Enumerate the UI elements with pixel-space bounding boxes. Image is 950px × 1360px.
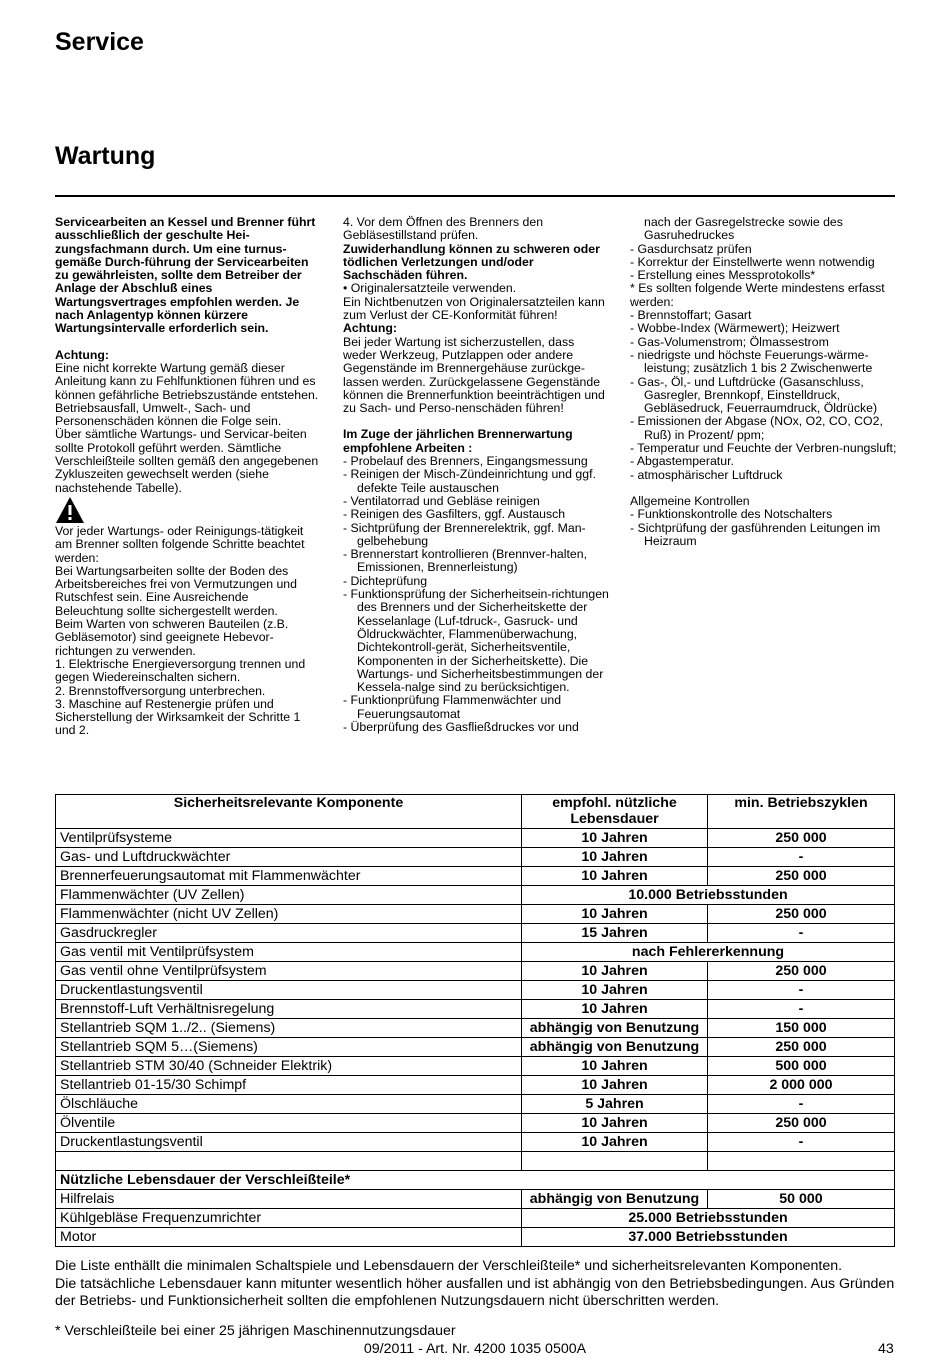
table-row — [56, 1076, 895, 1095]
component-cell: Stellantrieb 01-15/30 Schimpf — [56, 1076, 522, 1095]
lifetime-cell: 10 Jahren — [522, 905, 708, 924]
empty-cell — [56, 1152, 522, 1171]
table-row — [56, 867, 895, 886]
list-item: - Erstellung eines Messprotokolls* — [630, 268, 816, 283]
list-item: - Probelauf des Brenners, Eingangsmessung — [343, 454, 588, 469]
document-info: 09/2011 - Art. Nr. 4200 1035 0500A — [363, 1341, 587, 1357]
table-row — [56, 943, 895, 962]
list-item: - Funktionprüfung Flammenwächter und Feuerungsautomat — [343, 693, 562, 721]
list-item: - Sichtprüfung der gasführenden Leitungen im Heizraum — [630, 520, 881, 548]
component-cell: Kühlgebläse Frequenzumrichter — [56, 1209, 522, 1228]
table-header-row — [56, 795, 895, 829]
list-item: - Gasdurchsatz prüfen — [630, 241, 752, 256]
table-row — [56, 1209, 895, 1228]
table-row — [56, 905, 895, 924]
lifetime-cell: abhängig von Benutzung — [522, 1019, 708, 1038]
intro-text: Servicearbeiten an Kessel und Brenner führt ausschließlich der geschulte Hei-zungsfachmann durch. Um eine turnus-gemäße Durch-führung der Servicearbeiten zu gewährleisten, sollte dem Betreiber der Anlage der Abschluß eines Wartungsvertrages empfohlen werden. Je nach Anlagentyp können kürzere Wartungsintervalle erforderlich sein. — [55, 215, 316, 336]
table-row — [56, 1095, 895, 1114]
page-title: Wartung — [55, 142, 156, 170]
table-row — [56, 848, 895, 867]
paragraph: Bei Wartungsarbeiten sollte der Boden des Arbeitsbereiches frei von Vermutzungen und Rutschfest sein. Eine Ausreichende Beleuchtung sollte sichergestellt werden. — [55, 563, 297, 618]
column-header: Sicherheitsrelevante Komponente — [56, 795, 522, 829]
table-row — [56, 1190, 895, 1209]
lifetime-cell: 10 Jahren — [522, 1076, 708, 1095]
footnote: * Verschleißteile bei einer 25 jährigen Maschinennutzungsdauer — [55, 1323, 456, 1339]
component-cell: Flammenwächter (UV Zellen) — [56, 886, 522, 905]
list-item: - Korrektur der Einstellwerte wenn notwendig — [630, 254, 875, 269]
cycles-cell: - — [708, 981, 895, 1000]
components-table — [55, 794, 895, 1247]
paragraph: Beim Warten von schweren Bauteilen (z.B. Gebläsemotor) sind geeignete Hebevor-richtungen zu verwenden. — [55, 617, 289, 658]
cycles-cell: 250 000 — [708, 1038, 895, 1057]
cycles-cell: 250 000 — [708, 1114, 895, 1133]
paragraph: Eine nicht korrekte Wartung gemäß dieser Anleitung kann zu Fehlfunktionen führen und es können gefährliche Betriebszustände entstehen. Betriebsausfall, Umwelt-, Sach- und Personenschäden können die Folge sein. — [55, 360, 319, 429]
list-item: - Ventilatorrad und Gebläse reinigen — [343, 493, 540, 508]
list-item: - Überprüfung des Gasfließdruckes vor und — [343, 719, 579, 734]
paragraph: 4. Vor dem Öffnen des Brenners den Gebläsestillstand prüfen. — [343, 215, 544, 243]
maintenance-heading: Im Zuge der jährlichen Brennerwartung empfohlene Arbeiten : — [343, 427, 573, 455]
cycles-cell: 150 000 — [708, 1019, 895, 1038]
page-number: 43 — [878, 1341, 894, 1357]
list-item: - niedrigste und höchste Feuerungs-wärme-leistung; zusätzlich 1 bis 2 Zwischenwerte — [630, 347, 873, 376]
column-1 — [55, 216, 320, 738]
section-row — [56, 1171, 895, 1190]
list-item: - Abgastemperatur. — [630, 454, 734, 469]
table-row — [56, 1038, 895, 1057]
component-cell: Gasdruckregler — [56, 924, 522, 943]
paragraph: 2. Brennstoffversorgung unterbrechen. — [55, 683, 266, 698]
cycles-cell: - — [708, 924, 895, 943]
list-item: - Dichteprüfung — [343, 573, 428, 588]
list-item: - Emissionen der Abgase (NOx, O2, CO, CO2, Ruß) in Prozent/ ppm; — [630, 414, 883, 442]
lifetime-cell: 10.000 Betriebsstunden — [522, 886, 895, 905]
component-cell: Gas ventil ohne Ventilprüfsystem — [56, 962, 522, 981]
lifetime-cell: 10 Jahren — [522, 867, 708, 886]
column-2 — [343, 216, 611, 734]
column-3 — [630, 216, 898, 548]
column-header: empfohl. nützliche Lebensdauer — [522, 795, 708, 829]
footer-text — [55, 1258, 905, 1311]
list-item: - Brennstoffart; Gasart — [630, 308, 752, 323]
component-cell: Brennstoff-Luft Verhältnisregelung — [56, 1000, 522, 1019]
table-row — [56, 1228, 895, 1247]
paragraph: Bei jeder Wartung ist sicherzustellen, dass weder Werkzeug, Putzlappen oder andere Gegenstände im Brennergehäuse zurückge-lassen werden. Zurückgelassene Gegenstände können die Brennerfunktion beeinträchtigen und zu Sach- und Perso-nenschäden führen! — [343, 334, 605, 416]
table-row — [56, 1057, 895, 1076]
table-row — [56, 1000, 895, 1019]
cycles-cell: 2 000 000 — [708, 1076, 895, 1095]
section-title: Nützliche Lebensdauer der Verschleißteile* — [56, 1171, 895, 1190]
table-row — [56, 1019, 895, 1038]
lifetime-cell: 15 Jahren — [522, 924, 708, 943]
cycles-cell: 250 000 — [708, 829, 895, 848]
component-cell: Ölschläuche — [56, 1095, 522, 1114]
paragraph: Über sämtliche Wartungs- und Servicar-beiten sollte Protokoll geführt werden. Sämtliche Verschleißteile sollten gemäß den angegebenen Zykluszeiten gewechselt werden (siehe nachstehende Tabelle). — [55, 427, 319, 495]
cycles-cell: - — [708, 1000, 895, 1019]
lifetime-cell: 10 Jahren — [522, 1114, 708, 1133]
list-item: - atmosphärischer Luftdruck — [630, 467, 783, 482]
list-item: - Brennerstart kontrollieren (Brennver-halten, Emissionen, Brennerleistung) — [343, 547, 587, 575]
paragraph: 3. Maschine auf Restenergie prüfen und Sicherstellung der Wirksamkeit der Schritte 1 und 2. — [55, 696, 301, 738]
cycles-cell: 250 000 — [708, 905, 895, 924]
table-row — [56, 886, 895, 905]
cycles-cell: 250 000 — [708, 962, 895, 981]
paragraph: Die tatsächliche Lebensdauer kann mitunter wesentlich höher ausfallen und ist abhängig von den Betriebsbedingungen. Aus Gründen der Betriebs- und Funktionsicherheit sollten die empfohlenen Nutzungsdauern nicht überschritten werden. — [55, 1275, 895, 1309]
table-row — [56, 829, 895, 848]
component-cell: Stellantrieb SQM 1../2.. (Siemens) — [56, 1019, 522, 1038]
lifetime-cell: 10 Jahren — [522, 1000, 708, 1019]
table-row — [56, 1114, 895, 1133]
section-title: Service — [55, 28, 144, 56]
column-header: min. Betriebszyklen — [708, 795, 895, 829]
list-item: - Reinigen der Misch-Zündeinrichtung und ggf. defekte Teile austauschen — [343, 467, 596, 495]
table-row — [56, 962, 895, 981]
component-cell: Flammenwächter (nicht UV Zellen) — [56, 905, 522, 924]
table-body — [56, 829, 895, 1152]
component-cell: Ventilprüfsysteme — [56, 829, 522, 848]
table-spacer — [56, 1152, 895, 1190]
table-body-wear-parts — [56, 1190, 895, 1247]
component-cell: Druckentlastungsventil — [56, 1133, 522, 1152]
component-cell: Stellantrieb STM 30/40 (Schneider Elektrik) — [56, 1057, 522, 1076]
list-item: - Gas-Volumenstrom; Ölmassestrom — [630, 334, 829, 349]
cycles-cell: - — [708, 1095, 895, 1114]
lifetime-cell: 10 Jahren — [522, 848, 708, 867]
lifetime-cell: 10 Jahren — [522, 829, 708, 848]
table-row — [56, 981, 895, 1000]
cycles-cell: - — [708, 848, 895, 867]
empty-cell — [708, 1152, 895, 1171]
component-cell: Hilfrelais — [56, 1190, 522, 1209]
component-cell: Stellantrieb SQM 5…(Siemens) — [56, 1038, 522, 1057]
lifetime-cell: 25.000 Betriebsstunden — [522, 1209, 895, 1228]
table-row — [56, 924, 895, 943]
component-cell: Brennerfeuerungsautomat mit Flammenwächter — [56, 867, 522, 886]
component-cell: Gas- und Luftdruckwächter — [56, 848, 522, 867]
achtung-heading: Achtung: — [343, 321, 397, 336]
lifetime-cell: abhängig von Benutzung — [522, 1038, 708, 1057]
list-item: - Wobbe-Index (Wärmewert); Heizwert — [630, 321, 840, 336]
controls-heading: Allgemeine Kontrollen — [630, 493, 750, 508]
list-item: - Reinigen des Gasfilters, ggf. Austausch — [343, 507, 566, 522]
lifetime-cell: 10 Jahren — [522, 962, 708, 981]
warning-text: Zuwiderhandlung können zu schweren oder tödlichen Verletzungen und/oder Sachschäden führen. — [343, 241, 600, 283]
component-cell: Gas ventil mit Ventilprüfsystem — [56, 943, 522, 962]
list-item: - Sichtprüfung der Brennerelektrik, ggf. Man-gelbehebung — [343, 520, 586, 548]
lifetime-cell: 10 Jahren — [522, 1133, 708, 1152]
paragraph: Vor jeder Wartungs- oder Reinigungs-tätigkeit am Brenner sollten folgende Schritte beachtet werden: — [55, 523, 305, 565]
lifetime-cell: abhängig von Benutzung — [522, 1190, 708, 1209]
paragraph: 1. Elektrische Energieversorgung trennen und gegen Wiedereinschalten sichern. — [55, 656, 306, 685]
achtung-heading: Achtung: — [55, 347, 109, 362]
paragraph: Ein Nichtbenutzen von Originalersatzteilen kann zum Verlust der CE-Konformität führen! — [343, 294, 605, 323]
list-item: - Gas-, Öl,- und Luftdrücke (Gasanschluss, Gasregler, Brennkopf, Einstelldruck, Gebläsedruck, Feuerraumdruck, Öldrücke) — [630, 374, 878, 416]
empty-cell — [522, 1152, 708, 1171]
paragraph: Die Liste enthällt die minimalen Schaltspiele und Lebensdauern der Verschleißteile* und sicherheitsrelevanten Komponenten. — [55, 1258, 843, 1274]
list-item: - Funktionskontrolle des Notschalters — [630, 507, 833, 522]
note-text: * Es sollten folgende Werte mindestens erfasst werden: — [630, 281, 885, 309]
lifetime-cell: 10 Jahren — [522, 1057, 708, 1076]
cycles-cell: 50 000 — [708, 1190, 895, 1209]
lifetime-cell: 37.000 Betriebsstunden — [522, 1228, 895, 1247]
lifetime-cell: 5 Jahren — [522, 1095, 708, 1114]
list-item: nach der Gasregelstrecke sowie des Gasruhedruckes — [644, 215, 843, 243]
title-rule — [55, 195, 895, 197]
component-cell: Druckentlastungsventil — [56, 981, 522, 1000]
list-item: - Temperatur und Feuchte der Verbren-nungsluft; — [630, 441, 897, 456]
paragraph: • Originalersatzteile verwenden. — [343, 281, 517, 296]
lifetime-cell: nach Fehlererkennung — [522, 943, 895, 962]
cycles-cell: 250 000 — [708, 867, 895, 886]
table-row — [56, 1133, 895, 1152]
warning-icon — [55, 495, 85, 525]
list-item: - Funktionsprüfung der Sicherheitsein-richtungen des Brenners und der Sicherheitskette der Kesselanlage (Luf-tdruck-, Gasruck- und Öldruckwächter, Flammenüberwachung, Dichtekontroll-gerät, Sicherheitsventile, Komponenten in der Sicherheitskette). Die Wartungs- und Sicherheitsbestimmungen der Kessela-nalge sind zu berücksichtigen. — [343, 587, 609, 695]
cycles-cell: - — [708, 1133, 895, 1152]
component-cell: Motor — [56, 1228, 522, 1247]
cycles-cell: 500 000 — [708, 1057, 895, 1076]
component-cell: Ölventile — [56, 1114, 522, 1133]
lifetime-cell: 10 Jahren — [522, 981, 708, 1000]
